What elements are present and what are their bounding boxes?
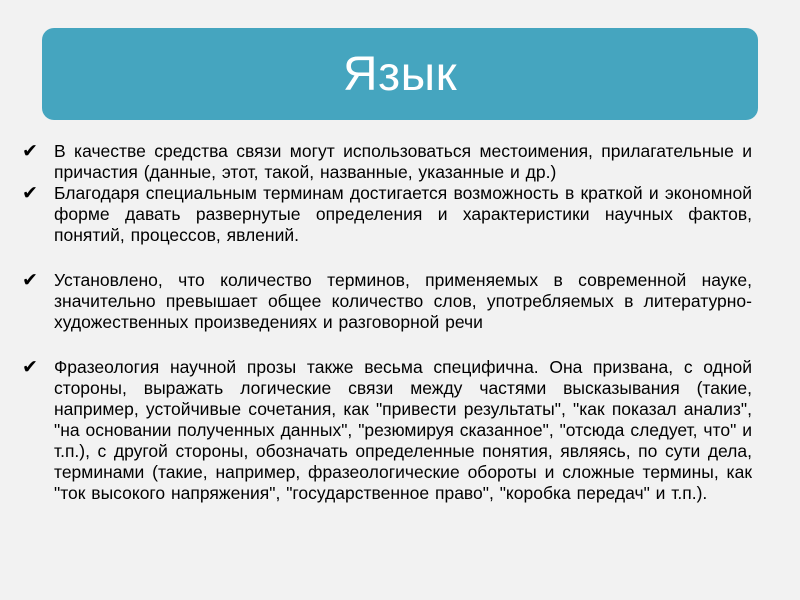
bullet-text: Фразеология научной прозы также весьма специфична. Она призвана, с одной стороны, выражать логические связи между частями высказывания (такие, например, устойчивые сочетания, как "привести результаты", "как показал анализ", "на основании полученных данных", "резюмируя сказанное", "отсюда следует, что" и т.п.), с другой стороны, обозначать определенные понятия, являясь, по сути дела, терминами (такие, например, фразеологические обороты и сложные термины, как "ток высокого напряжения", "государственное право", "коробка передач" и т.п.). <box>54 357 752 503</box>
check-icon: ✔ <box>22 356 38 378</box>
bullet-text: Установлено, что количество терминов, применяемых в современной науке, значительно превышает общее количество слов, употребляемых в литературно-художественных произведениях и разговорной речи <box>54 270 752 332</box>
slide-title: Язык <box>342 47 458 101</box>
check-icon: ✔ <box>22 182 38 204</box>
bullet-text: Благодаря специальным терминам достигается возможность в краткой и экономной форме давать развернутые определения и характеристики научных фактов, понятий, процессов, явлений. <box>54 183 752 245</box>
bullet-list <box>22 141 752 504</box>
check-icon: ✔ <box>22 140 38 162</box>
bullet-text: В качестве средства связи могут использоваться местоимения, прилагательные и причастия (данные, этот, такой, названные, указанные и др.) <box>54 141 752 182</box>
bullet-item <box>22 270 752 333</box>
check-icon: ✔ <box>22 269 38 291</box>
bullet-item <box>22 141 752 183</box>
bullet-item <box>22 183 752 246</box>
bullet-item <box>22 357 752 504</box>
title-banner <box>42 28 758 120</box>
